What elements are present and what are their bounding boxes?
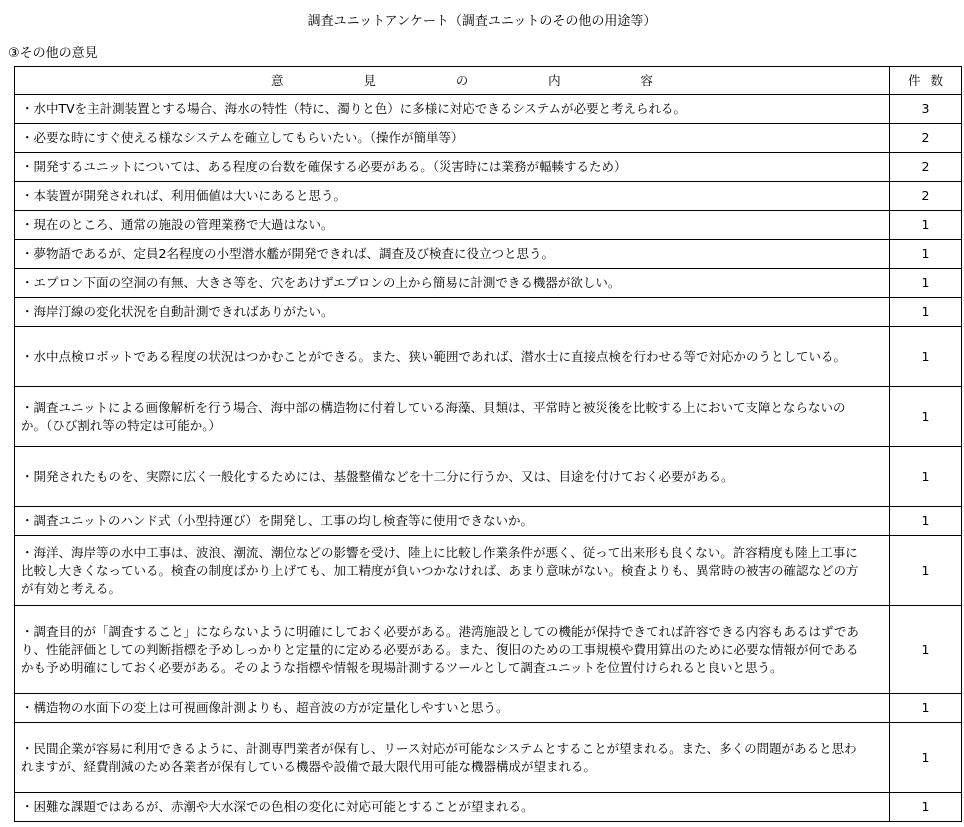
table-row bbox=[15, 327, 962, 387]
header-char: 意 bbox=[271, 72, 284, 88]
table-row bbox=[15, 269, 962, 298]
header-char: 見 bbox=[363, 72, 376, 88]
opinion-text: ・水中TVを主計測装置とする場合、海水の特性（特に、濁りと色）に多様に対応できるシステムが必要と考えられる。 bbox=[15, 95, 890, 124]
table-header-row bbox=[15, 67, 962, 95]
table-row bbox=[15, 447, 962, 507]
table-row bbox=[15, 153, 962, 182]
table-row bbox=[15, 606, 962, 694]
table-row bbox=[15, 298, 962, 327]
opinion-count: 2 bbox=[890, 124, 962, 153]
table-row bbox=[15, 240, 962, 269]
header-char: 数 bbox=[930, 72, 943, 88]
opinion-count: 1 bbox=[890, 694, 962, 723]
table-row bbox=[15, 507, 962, 536]
table-row bbox=[15, 387, 962, 447]
opinion-text: ・必要な時にすぐ使える様なシステムを確立してもらいたい。（操作が簡単等） bbox=[15, 124, 890, 153]
header-opinion-content bbox=[15, 67, 890, 95]
opinion-count: 1 bbox=[890, 507, 962, 536]
table-row bbox=[15, 723, 962, 793]
opinion-text: ・海岸汀線の変化状況を自動計測できればありがたい。 bbox=[15, 298, 890, 327]
opinion-count: 1 bbox=[890, 536, 962, 606]
opinion-text: ・構造物の水面下の変上は可視画像計測よりも、超音波の方が定量化しやすいと思う。 bbox=[15, 694, 890, 723]
opinion-count: 1 bbox=[890, 327, 962, 387]
opinion-text: ・現在のところ、通常の施設の管理業務で大過はない。 bbox=[15, 211, 890, 240]
opinion-text: ・調査ユニットによる画像解析を行う場合、海中部の構造物に付着している海藻、貝類は、平常時と被災後を比較する上において支障とならないのか。（ひび割れ等の特定は可能か。） bbox=[15, 387, 890, 447]
opinion-count: 1 bbox=[890, 447, 962, 507]
opinion-text: ・本装置が開発されれば、利用価値は大いにあると思う。 bbox=[15, 182, 890, 211]
opinion-text: ・困難な課題ではあるが、赤潮や大水深での色相の変化に対応可能とすることが望まれる。 bbox=[15, 793, 890, 822]
header-char: の bbox=[455, 72, 469, 88]
table-row bbox=[15, 182, 962, 211]
opinion-count: 1 bbox=[890, 793, 962, 822]
table-row bbox=[15, 95, 962, 124]
opinion-count: 1 bbox=[890, 211, 962, 240]
section-heading: ③その他の意見 bbox=[8, 46, 98, 61]
table-row bbox=[15, 124, 962, 153]
opinion-count: 3 bbox=[890, 95, 962, 124]
opinion-text: ・開発されたものを、実際に広く一般化するためには、基盤整備などを十二分に行うか、又は、目途を付けておく必要がある。 bbox=[15, 447, 890, 507]
header-count bbox=[890, 67, 962, 95]
header-char: 件 bbox=[908, 72, 921, 88]
opinion-text: ・調査ユニットのハンド式（小型持運び）を開発し、工事の均し検査等に使用できないか。 bbox=[15, 507, 890, 536]
opinion-count: 1 bbox=[890, 606, 962, 694]
table-row bbox=[15, 694, 962, 723]
opinion-text: ・民間企業が容易に利用できるように、計測専門業者が保有し、リース対応が可能なシステムとすることが望まれる。また、多くの問題があると思われますが、経費削減のため各業者が保有している機器や設備で最大限代用可能な機器構成が望まれる。 bbox=[15, 723, 890, 793]
opinion-text: ・エプロン下面の空洞の有無、大きさ等を、穴をあけずエプロンの上から簡易に計測できる機器が欲しい。 bbox=[15, 269, 890, 298]
opinion-count: 2 bbox=[890, 182, 962, 211]
opinion-count: 1 bbox=[890, 298, 962, 327]
opinion-count: 1 bbox=[890, 269, 962, 298]
table-row bbox=[15, 793, 962, 822]
opinion-count: 1 bbox=[890, 723, 962, 793]
opinion-text: ・調査目的が「調査すること」にならないように明確にしておく必要がある。港湾施設としての機能が保持できてれば許容できる内容もあるはずであり、性能評価としての判断指標を予めしっかりと定量的に定める必要がある。また、復旧のための工事規模や費用算出のために必要な情報が何であるかも予め明確にしておく必要がある。そのような指標や情報を現場計測するツールとして調査ユニットを位置付けられると良いと思う。 bbox=[15, 606, 890, 694]
opinion-table bbox=[14, 66, 962, 822]
table-row bbox=[15, 211, 962, 240]
document-title: 調査ユニットアンケート（調査ユニットのその他の用途等） bbox=[307, 14, 657, 29]
opinion-text: ・夢物語であるが、定員2名程度の小型潜水艦が開発できれば、調査及び検査に役立つと思う。 bbox=[15, 240, 890, 269]
opinion-text: ・海洋、海岸等の水中工事は、波浪、潮流、潮位などの影響を受け、陸上に比較し作業条件が悪く、従って出来形も良くない。許容精度も陸上工事に比較し大きくなっている。検査の制度ばかり上げても、加工精度が負いつかなければ、あまり意味がない。検査よりも、異常時の被害の確認などの方が有効と考える。 bbox=[15, 536, 890, 606]
header-char: 容 bbox=[640, 72, 653, 88]
opinion-text: ・水中点検ロボットである程度の状況はつかむことができる。また、狭い範囲であれば、潜水士に直接点検を行わせる等で対応かのうとしている。 bbox=[15, 327, 890, 387]
opinion-count: 1 bbox=[890, 387, 962, 447]
opinion-text: ・開発するユニットについては、ある程度の台数を確保する必要がある。（災害時には業務が輻輳するため） bbox=[15, 153, 890, 182]
table-row bbox=[15, 536, 962, 606]
opinion-count: 1 bbox=[890, 240, 962, 269]
opinion-count: 2 bbox=[890, 153, 962, 182]
header-char: 内 bbox=[548, 72, 561, 88]
